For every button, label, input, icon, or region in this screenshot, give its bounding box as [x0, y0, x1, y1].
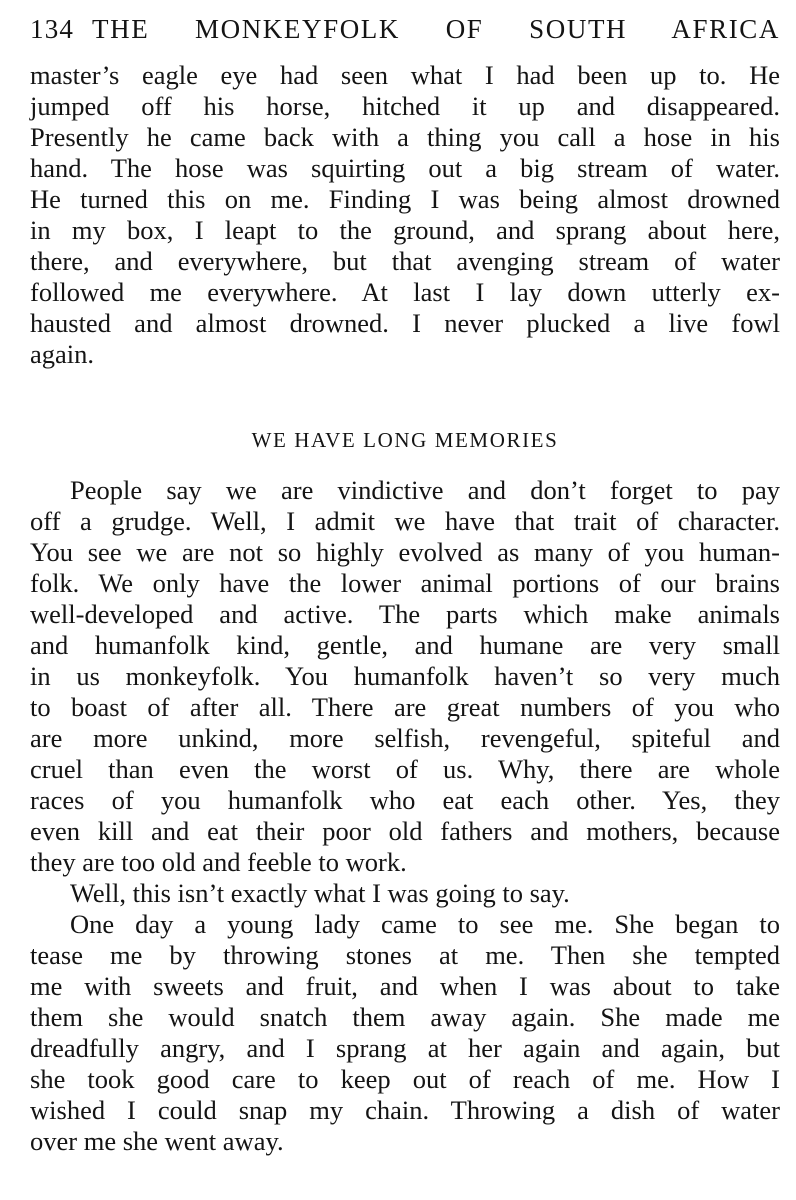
- running-header: [30, 14, 780, 60]
- running-title: THE MONKEYFOLK OF SOUTH AFRICA: [92, 14, 780, 44]
- text-line: wished I could snap my chain. Throwing a dish of water: [30, 1095, 780, 1125]
- text-line: me with sweets and fruit, and when I was about to take: [30, 971, 780, 1001]
- text-line: over me she went away.: [30, 1126, 284, 1156]
- text-line: master’s eagle eye had seen what I had been up to. He: [30, 60, 780, 90]
- text-line: and humanfolk kind, gentle, and humane are very small: [30, 630, 780, 660]
- text-line: folk. We only have the lower animal portions of our brains: [30, 568, 780, 598]
- text-line: there, and everywhere, but that avenging stream of water: [30, 246, 780, 276]
- text-line: to boast of after all. There are great numbers of you who: [30, 692, 780, 722]
- text-line: You see we are not so highly evolved as many of you human-: [30, 537, 780, 567]
- paragraph: [30, 909, 780, 1157]
- text-line: jumped off his horse, hitched it up and disappeared.: [30, 91, 780, 121]
- text-line: even kill and eat their poor old fathers and mothers, because: [30, 816, 780, 846]
- paragraph: [30, 878, 780, 909]
- section-heading: WE HAVE LONG MEMORIES: [251, 428, 559, 452]
- text-line: People say we are vindictive and don’t forget to pay: [70, 475, 780, 505]
- text-line: races of you humanfolk who eat each other. Yes, they: [30, 785, 780, 815]
- text-line: tease me by throwing stones at me. Then she tempted: [30, 940, 780, 970]
- text-line: dreadfully angry, and I sprang at her again and again, but: [30, 1033, 780, 1063]
- page-number: 134: [30, 14, 75, 44]
- text-line: she took good care to keep out of reach of me. How I: [30, 1064, 780, 1094]
- text-line: cruel than even the worst of us. Why, there are whole: [30, 754, 780, 784]
- text-line: He turned this on me. Finding I was being almost drowned: [30, 184, 780, 214]
- text-line: hand. The hose was squirting out a big stream of water.: [30, 153, 780, 183]
- text-line: Presently he came back with a thing you call a hose in his: [30, 122, 780, 152]
- text-line: in my box, I leapt to the ground, and sprang about here,: [30, 215, 780, 245]
- body-text: [30, 60, 780, 1157]
- text-line: One day a young lady came to see me. She began to: [70, 909, 780, 939]
- text-line: they are too old and feeble to work.: [30, 847, 407, 877]
- text-line: them she would snatch them away again. She made me: [30, 1002, 780, 1032]
- text-line: are more unkind, more selfish, revengeful, spiteful and: [30, 723, 780, 753]
- text-line: hausted and almost drowned. I never plucked a live fowl: [30, 308, 780, 338]
- text-line: off a grudge. Well, I admit we have that trait of character.: [30, 506, 780, 536]
- paragraph-continued: [30, 60, 780, 370]
- text-line: Well, this isn’t exactly what I was going to say.: [70, 878, 570, 908]
- paragraph: [30, 475, 780, 878]
- text-line: well-developed and active. The parts which make animals: [30, 599, 780, 629]
- text-line: in us monkeyfolk. You humanfolk haven’t so very much: [30, 661, 780, 691]
- book-page: [30, 14, 780, 1157]
- text-line: followed me everywhere. At last I lay down utterly ex-: [30, 277, 780, 307]
- text-line: again.: [30, 339, 95, 369]
